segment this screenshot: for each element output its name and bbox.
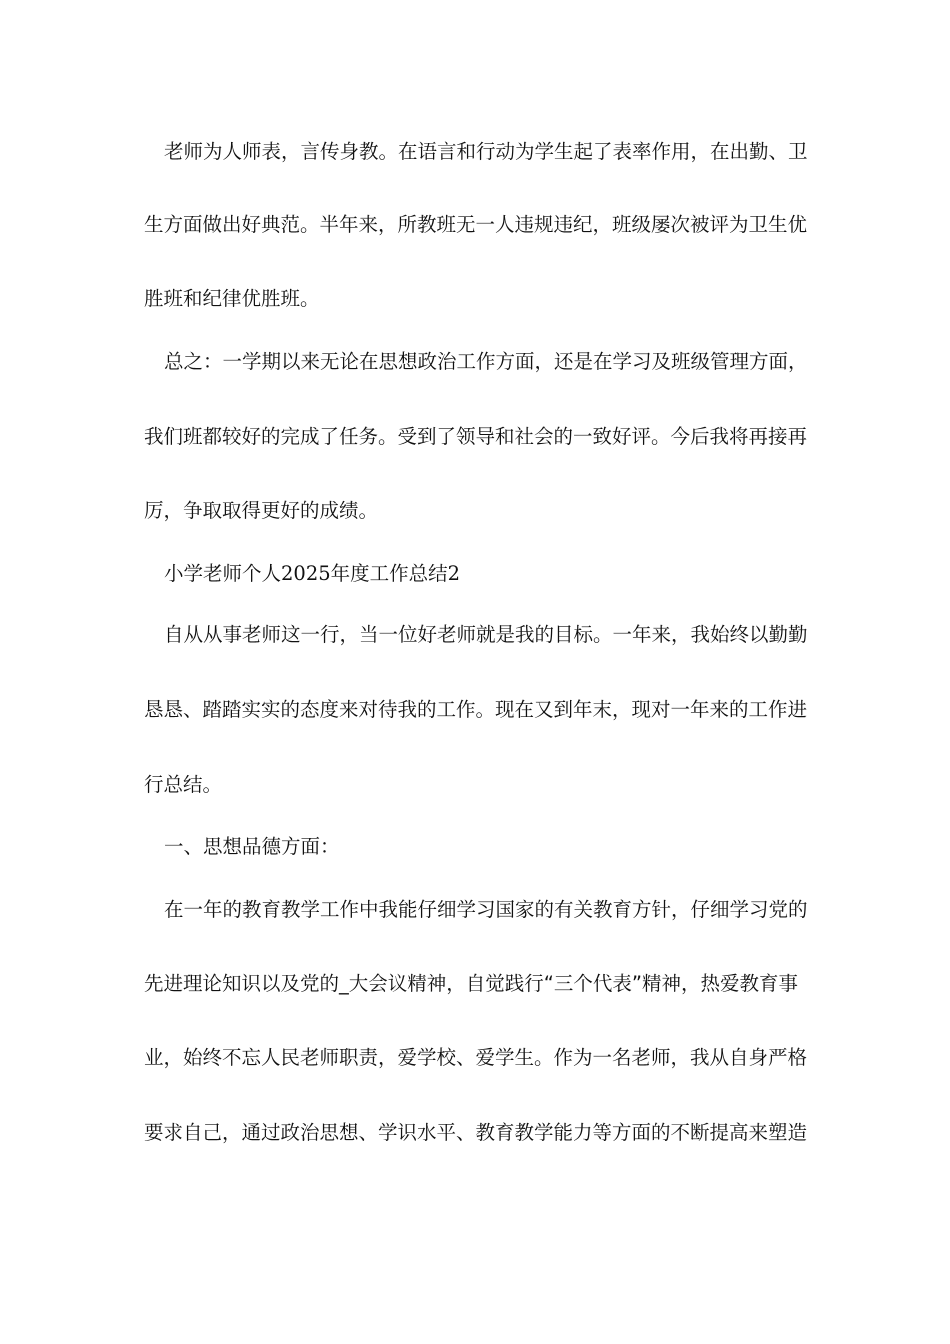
paragraph-line: 胜班和纪律优胜班。 <box>144 287 320 310</box>
paragraph-line: 在一年的教育教学工作中我能仔细学习国家的有关教育方针，仔细学习党的 <box>164 898 808 921</box>
paragraph-line: 生方面做出好典范。半年来，所教班无一人违规违纪，班级屡次被评为卫生优 <box>144 213 808 236</box>
paragraph-line: 行总结。 <box>144 773 223 796</box>
paragraph-line: 先进理论知识以及党的_大会议精神，自觉践行“三个代表”精神，热爱教育事 <box>144 972 798 995</box>
paragraph-line: 业，始终不忘人民老师职责，爱学校、爱学生。作为一名老师，我从自身严格 <box>144 1046 808 1069</box>
section-title: 小学老师个人2025年度工作总结2 <box>164 562 461 585</box>
paragraph-line: 我们班都较好的完成了任务。受到了领导和社会的一致好评。今后我将再接再 <box>144 425 808 448</box>
paragraph-line: 要求自己，通过政治思想、学识水平、教育教学能力等方面的不断提高来塑造 <box>144 1121 808 1144</box>
paragraph-line: 总之：一学期以来无论在思想政治工作方面，还是在学习及班级管理方面， <box>164 350 808 373</box>
paragraph-line: 老师为人师表，言传身教。在语言和行动为学生起了表率作用，在出勤、卫 <box>164 140 808 163</box>
paragraph-line: 厉，争取取得更好的成绩。 <box>144 499 379 522</box>
paragraph-line: 恳恳、踏踏实实的态度来对待我的工作。现在又到年末，现对一年来的工作进 <box>144 698 808 721</box>
section-heading: 一、思想品德方面： <box>164 835 340 858</box>
paragraph-line: 自从从事老师这一行，当一位好老师就是我的目标。一年来，我始终以勤勤 <box>164 623 808 646</box>
